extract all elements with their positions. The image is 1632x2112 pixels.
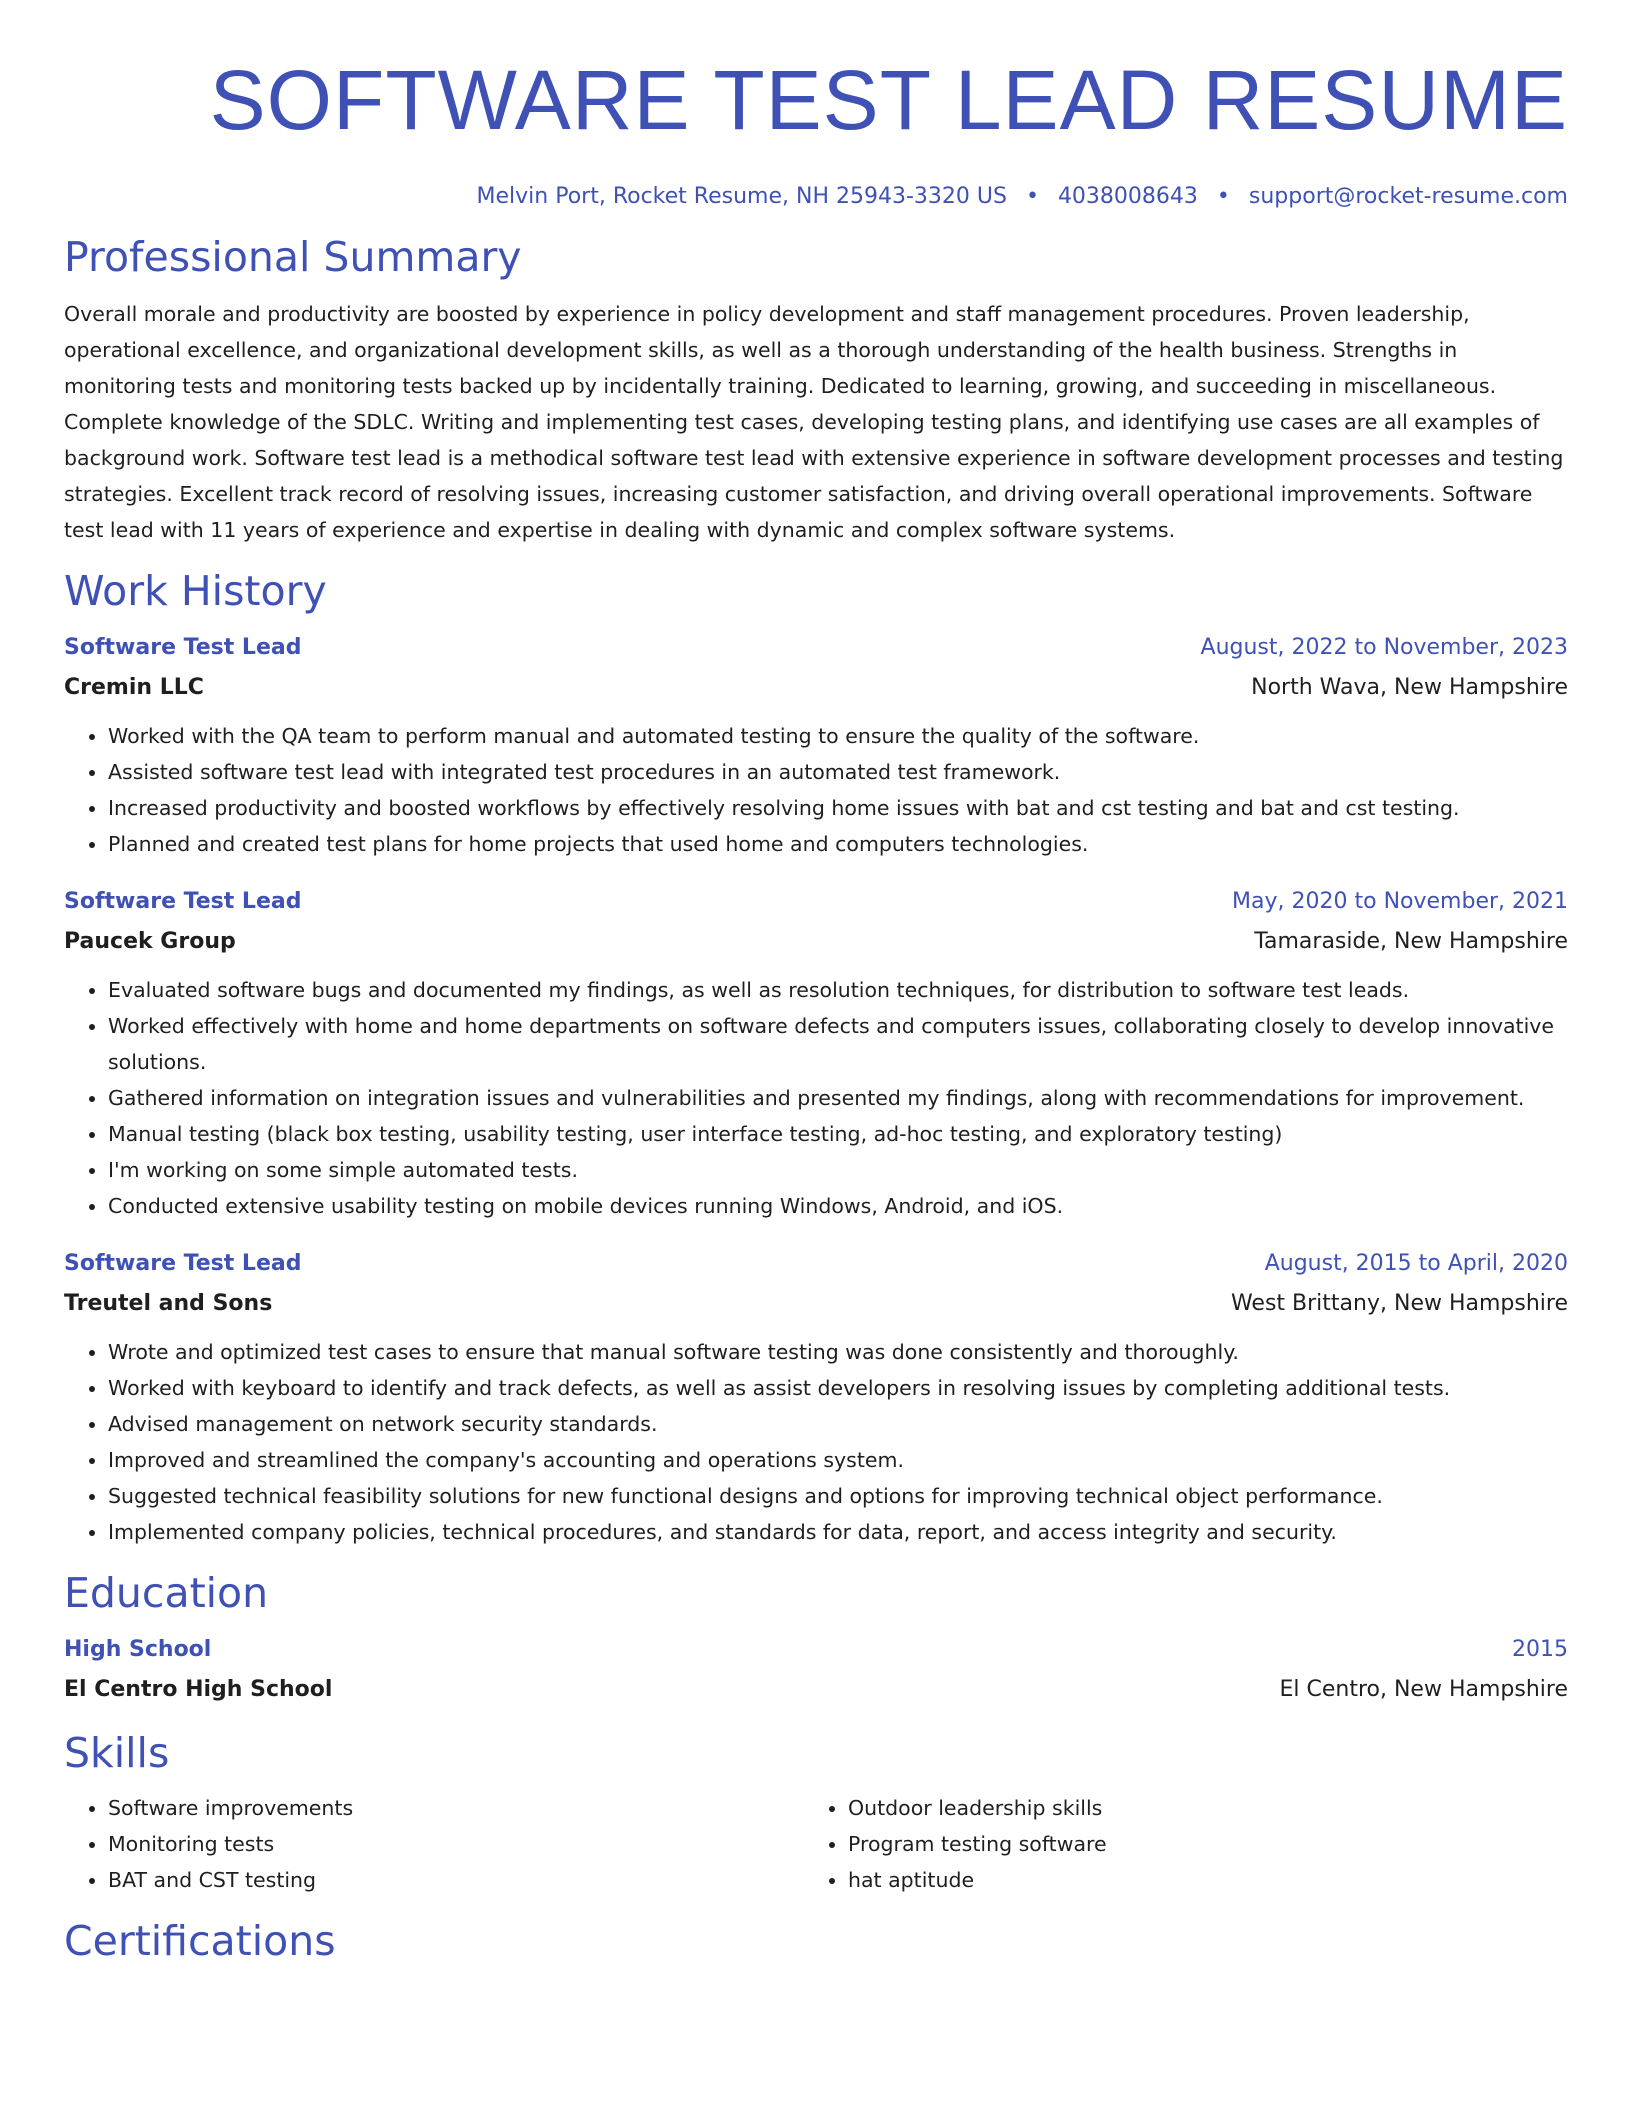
job-title: Software Test Lead [64,635,302,660]
skills-heading: Skills [64,1729,170,1777]
skill-item: • Monitoring tests [108,1826,804,1862]
job-dates: August, 2015 to April, 2020 [1264,1251,1568,1276]
job-bullet: • Wrote and optimized test cases to ensure that manual software testing was done consistently and thoroughly. [108,1334,1568,1370]
summary-text: Overall morale and productivity are boosted by experience in policy development and staff management procedures. Proven leadership, operational excellence, and organizational development skills, as well as a thorough understanding of the health business. Strengths in monitoring tests and monitoring tests backed up by incidentally training. Dedicated to learning, growing, and succeeding in miscellaneous. Complete knowledge of the SDLC. Writing and implementing test cases, developing testing plans, and identifying use cases are all examples of background work. Software test lead is a methodical software test lead with extensive experience in software development processes and testing strategies. Excellent track record of resolving issues, increasing customer satisfaction, and driving overall operational improvements. Software test lead with 11 years of experience and expertise in dealing with dynamic and complex software systems. [64,302,1564,542]
job-location: West Brittany, New Hampshire [1230,1291,1568,1316]
job-employer: Cremin LLC [64,675,204,700]
summary-heading: Professional Summary [64,233,522,281]
job-employer-row [64,922,1568,962]
contact-address: Melvin Port, Rocket Resume, NH 25943-3320 US [476,184,1007,209]
job-bullet: • Manual testing (black box testing, usability testing, user interface testing, ad-hoc testing, and exploratory testing) [108,1116,1568,1152]
contact-separator: • [1216,184,1230,209]
job-bullet: • Worked with keyboard to identify and track defects, as well as assist developers in resolving issues by completing additional tests. [108,1370,1568,1406]
job-entry [64,1244,1568,1550]
job-employer-row [64,1284,1568,1324]
education-header-row [64,1630,1568,1670]
work-history-heading: Work History [64,567,327,615]
certifications-heading: Certifications [64,1917,336,1965]
contact-email: support@rocket-resume.com [1248,184,1568,209]
education-location: El Centro, New Hampshire [1279,1677,1568,1702]
job-employer: Paucek Group [64,929,236,954]
job-header-row [64,628,1568,668]
job-employer-row [64,668,1568,708]
job-bullet: • Worked effectively with home and home departments on software defects and computers issues, collaborating closely to develop innovative solutions. [108,1008,1568,1080]
skills-column-right [804,1790,1544,1898]
job-title: Software Test Lead [64,1251,302,1276]
job-header-row [64,1244,1568,1284]
skill-item: • hat aptitude [848,1862,1544,1898]
contact-separator: • [1025,184,1039,209]
education-degree: High School [64,1637,212,1662]
skill-item: • Outdoor leadership skills [848,1790,1544,1826]
job-title: Software Test Lead [64,889,302,914]
job-bullets [64,972,1568,1224]
job-bullets [64,718,1568,862]
job-employer: Treutel and Sons [64,1291,273,1316]
skills-column-left [64,1790,804,1898]
job-bullets [64,1334,1568,1550]
job-entry [64,628,1568,862]
job-bullet: • Gathered information on integration issues and vulnerabilities and presented my findings, along with recommendations for improvement. [108,1080,1568,1116]
contact-phone: 4038008643 [1057,184,1198,209]
job-bullet: • Increased productivity and boosted workflows by effectively resolving home issues with bat and cst testing and bat and cst testing. [108,790,1568,826]
job-bullet: • Assisted software test lead with integrated test procedures in an automated test framework. [108,754,1568,790]
job-bullet: • Implemented company policies, technical procedures, and standards for data, report, and access integrity and security. [108,1514,1568,1550]
job-bullet: • I'm working on some simple automated tests. [108,1152,1568,1188]
job-bullet: • Planned and created test plans for home projects that used home and computers technologies. [108,826,1568,862]
job-location: North Wava, New Hampshire [1251,675,1568,700]
education-heading: Education [64,1569,269,1617]
job-bullet: • Worked with the QA team to perform manual and automated testing to ensure the quality of the software. [108,718,1568,754]
job-header-row [64,882,1568,922]
resume-header [64,0,1568,214]
resume-title: SOFTWARE TEST LEAD RESUME [209,53,1568,147]
job-dates: August, 2022 to November, 2023 [1200,635,1568,660]
skill-item: • Software improvements [108,1790,804,1826]
job-bullet: • Suggested technical feasibility solutions for new functional designs and options for improving technical object performance. [108,1478,1568,1514]
skill-item: • Program testing software [848,1826,1544,1862]
skill-item: • BAT and CST testing [108,1862,804,1898]
job-bullet: • Improved and streamlined the company's accounting and operations system. [108,1442,1568,1478]
contact-line [64,180,1568,214]
education-school: El Centro High School [64,1677,333,1702]
job-location: Tamaraside, New Hampshire [1254,929,1568,954]
job-entry [64,882,1568,1224]
skills-grid [64,1790,1568,1898]
job-dates: May, 2020 to November, 2021 [1232,889,1568,914]
education-year: 2015 [1512,1637,1568,1662]
education-entry [64,1630,1568,1710]
job-bullet: • Evaluated software bugs and documented my findings, as well as resolution techniques, for distribution to software test leads. [108,972,1568,1008]
education-school-row [64,1670,1568,1710]
job-bullet: • Advised management on network security standards. [108,1406,1568,1442]
job-bullet: • Conducted extensive usability testing on mobile devices running Windows, Android, and iOS. [108,1188,1568,1224]
